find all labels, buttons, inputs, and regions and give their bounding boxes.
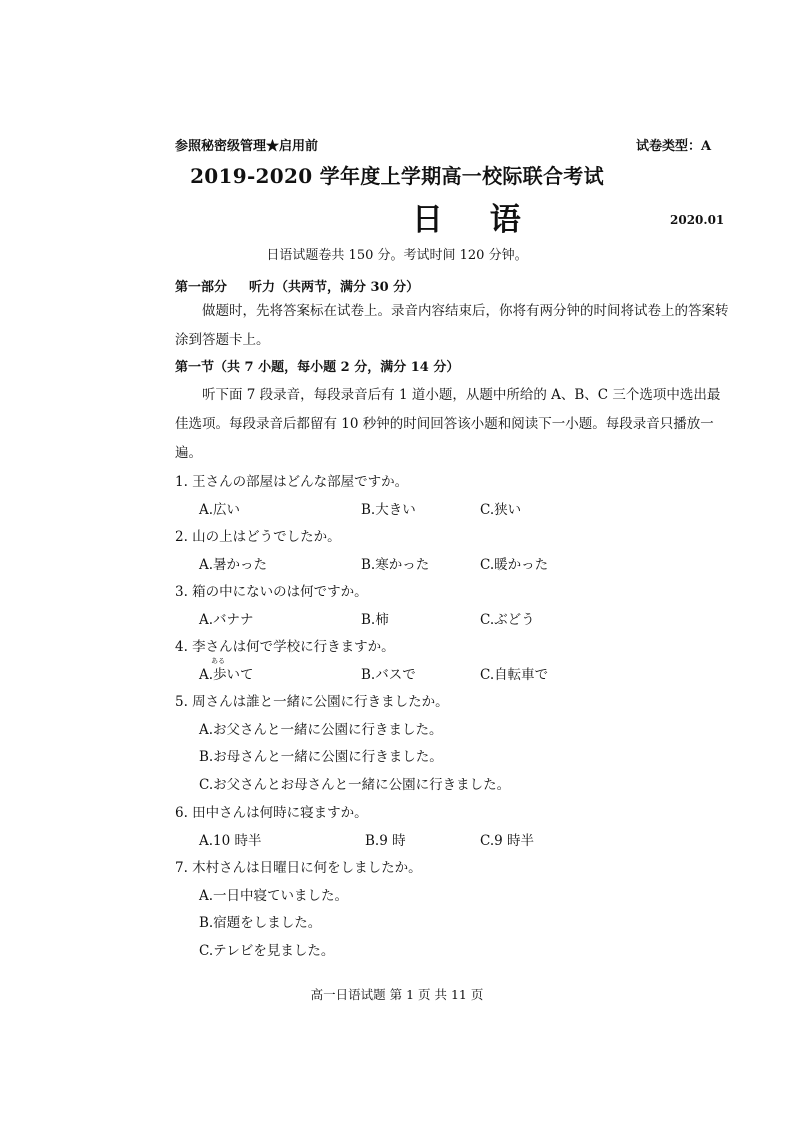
page-footer: 高一日语试题 第 1 页 共 11 页 — [310, 987, 484, 1002]
question-7: 7. 木村さんは日曜日に何をしましたか。 — [175, 860, 422, 876]
q3-option-a: A.バナナ — [199, 612, 254, 628]
q6-option-b: B.9 時 — [365, 833, 406, 849]
q6-option-a: A.10 時半 — [199, 833, 262, 849]
q5-option-b: B.お母さんと一緒に公園に行きました。 — [199, 749, 443, 765]
subject-title: 日 语 — [412, 202, 539, 238]
furigana-reading: ある — [211, 657, 225, 665]
q3-option-c: C.ぶどう — [480, 612, 535, 628]
q1-option-a: A.広い — [199, 502, 241, 518]
question-6: 6. 田中さんは何時に寝ますか。 — [175, 805, 368, 821]
paper-type: 试卷类型：A — [636, 139, 712, 154]
q2-option-c: C.暖かった — [480, 557, 549, 573]
question-3: 3. 箱の中にないのは何ですか。 — [175, 584, 368, 600]
section-instructions: 听下面 7 段录音，每段录音后有 1 道小题，从题中所给的 A、B、C 三个选项中选出最佳选项。每段录音后都留有 10 秒钟的时间回答该小题和阅读下一小题。每段录音只播放一遍。 — [175, 387, 721, 461]
q1-option-c: C.狭い — [480, 502, 522, 518]
q1-option-b: B.大きい — [361, 502, 416, 518]
part-instructions: 做题时，先将答案标在试卷上。录音内容结束后，你将有两分钟的时间将试卷上的答案转涂到答题卡上。 — [175, 303, 729, 348]
part-heading — [175, 276, 419, 295]
question-2: 2. 山の上はどうでしたか。 — [175, 529, 341, 545]
part-title: 第一部分 — [175, 280, 228, 295]
q3-option-b: B.柿 — [361, 612, 389, 628]
exam-title: 2019-2020 学年度上学期高一校际联合考试 — [190, 164, 604, 188]
confidentiality-label: 参照秘密级管理★启用前 — [175, 139, 319, 154]
q4-option-c: C.自転車で — [480, 667, 549, 683]
part-subtitle: 听力（共两节，满分 30 分） — [249, 280, 420, 295]
question-4: 4. 李さんは何で学校に行きますか。 — [175, 639, 395, 655]
q7-option-a: A.一日中寝ていました。 — [199, 888, 349, 904]
q4-option-a: A.歩いて — [199, 667, 254, 683]
question-1: 1. 王さんの部屋はどんな部屋ですか。 — [175, 474, 409, 490]
question-5: 5. 周さんは誰と一緒に公園に行きましたか。 — [175, 694, 449, 710]
q2-option-b: B.寒かった — [361, 557, 430, 573]
exam-date: 2020.01 — [670, 213, 725, 227]
q5-option-c: C.お父さんとお母さんと一緒に公園に行きました。 — [199, 777, 511, 793]
q6-option-c: C.9 時半 — [480, 833, 535, 849]
q7-option-c: C.テレビを見ました。 — [199, 943, 335, 959]
q2-option-a: A.暑かった — [199, 557, 268, 573]
q4-option-b: B.バスで — [361, 667, 416, 683]
q5-option-a: A.お父さんと一緒に公園に行きました。 — [199, 722, 443, 738]
exam-info: 日语试题卷共 150 分。考试时间 120 分钟。 — [266, 248, 528, 263]
section-heading: 第一节（共 7 小题，每小题 2 分，满分 14 分） — [175, 360, 460, 375]
q7-option-b: B.宿題をしました。 — [199, 915, 322, 931]
